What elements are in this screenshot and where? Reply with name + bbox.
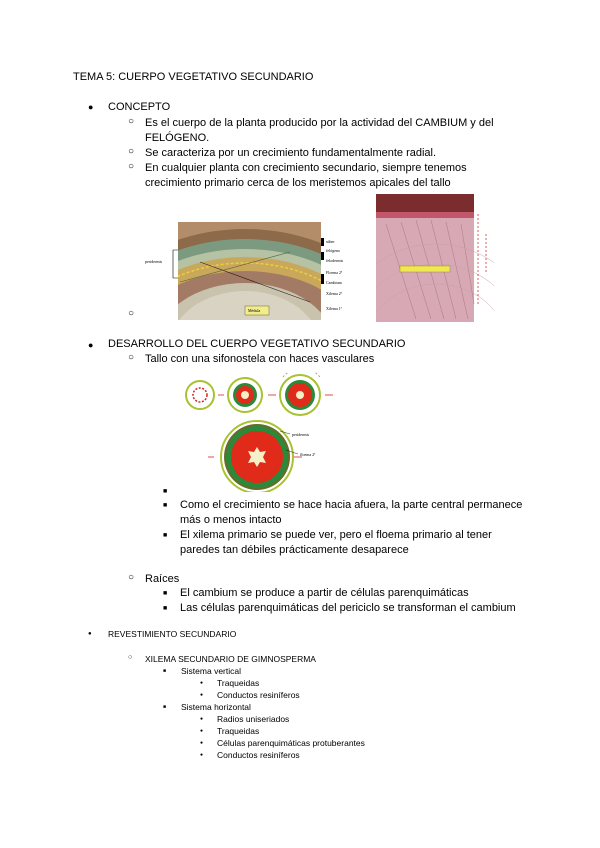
desarrollo-sub-tallo: Tallo con una sifonostela con haces vasculares	[145, 353, 375, 365]
bullet-icon: ●	[200, 728, 204, 734]
concepto-item-3: En cualquier planta con crecimiento secundario, siempre tenemos	[145, 162, 467, 174]
stem-cross-section-figure	[140, 222, 355, 320]
figure-label-suber: súber	[326, 239, 335, 244]
figure-label-felodermis: felodermis	[326, 258, 344, 263]
circle-bullet-icon: ○	[128, 146, 135, 157]
horizontal-item-1: Radios uniseriados	[217, 714, 290, 724]
circle-bullet-icon: ○	[128, 161, 135, 172]
bullet-icon: ●	[200, 752, 204, 758]
figure-label-xilema-1: Xilema 1ª	[326, 306, 342, 311]
bullet-icon: ●	[88, 102, 94, 112]
bullet-icon: ●	[88, 631, 92, 637]
figure-label-peridermis: peridermis	[145, 259, 163, 264]
sistema-horizontal-label: Sistema horizontal	[181, 702, 251, 712]
diagram-label-peridermis: peridermis	[292, 432, 310, 437]
vertical-item-1: Traqueidas	[217, 678, 260, 688]
square-bullet-icon: ■	[163, 668, 167, 674]
square-bullet-icon: ■	[163, 704, 167, 710]
horizontal-item-2: Traqueidas	[217, 726, 260, 736]
concepto-item-1: Es el cuerpo de la planta producido por la actividad del CAMBIUM y del	[145, 117, 494, 129]
desarrollo-point-2: El xilema primario se puede ver, pero el floema primario al tener	[180, 529, 492, 541]
raices-item-2: Las células parenquimáticas del periciclo se transforman el cambium	[180, 602, 516, 614]
figure-label-floema: Floema 2ª	[326, 270, 343, 275]
square-bullet-icon: ■	[163, 502, 168, 509]
bullet-icon: ●	[200, 692, 204, 698]
vertical-item-2: Conductos resiníferos	[217, 690, 300, 700]
figure-label-medula: Médula	[248, 308, 261, 313]
desarrollo-point-1: Como el crecimiento se hace hacia afuera, la parte central permanece	[180, 499, 523, 511]
desarrollo-point-1-cont: más o menos intacto	[180, 514, 282, 526]
page-title: TEMA 5: CUERPO VEGETATIVO SECUNDARIO	[73, 71, 314, 83]
bullet-icon: ●	[200, 740, 204, 746]
figure-label-xilema-2: Xilema 2ª	[326, 291, 342, 296]
concepto-item-3-cont: crecimiento primario cerca de los meristemos apicales del tallo	[145, 177, 451, 189]
circle-bullet-icon: ○	[128, 352, 135, 363]
square-bullet-icon: ■	[163, 532, 168, 539]
sistema-vertical-label: Sistema vertical	[181, 666, 241, 676]
square-bullet-icon: ■	[163, 590, 168, 597]
desarrollo-point-2-cont: paredes tan débiles prácticamente desaparece	[180, 544, 409, 556]
section-heading-revestimiento: REVESTIMIENTO SECUNDARIO	[108, 629, 237, 639]
horizontal-item-4: Conductos resiníferos	[217, 750, 300, 760]
section-heading-concepto: CONCEPTO	[108, 101, 171, 113]
concepto-item-1-cont: FELÓGENO.	[145, 132, 210, 144]
circle-bullet-icon: ○	[128, 654, 133, 661]
wood-section-figure	[376, 194, 494, 322]
desarrollo-sub-raices: Raíces	[145, 573, 180, 585]
revestimiento-sub: XILEMA SECUNDARIO DE GIMNOSPERMA	[145, 654, 316, 664]
bullet-icon: ●	[200, 680, 204, 686]
square-bullet-icon: ■	[163, 488, 168, 495]
figure-label-felogeno: felógeno	[326, 248, 340, 253]
bullet-icon: ●	[88, 340, 94, 350]
bullet-icon: ●	[200, 716, 204, 722]
section-heading-desarrollo: DESARROLLO DEL CUERPO VEGETATIVO SECUNDARIO	[108, 338, 406, 350]
raices-item-1: El cambium se produce a partir de células parenquimáticas	[180, 587, 469, 599]
circle-bullet-icon: ○	[128, 308, 135, 319]
square-bullet-icon: ■	[163, 605, 168, 612]
concepto-item-2: Se caracteriza por un crecimiento fundamentalmente radial.	[145, 147, 437, 159]
circle-bullet-icon: ○	[128, 572, 135, 583]
figure-label-cambium: Cambium	[326, 280, 342, 285]
diagram-label-floema: floema 2ª	[300, 452, 316, 457]
secondary-growth-diagram	[180, 372, 380, 492]
circle-bullet-icon: ○	[128, 116, 135, 127]
horizontal-item-3: Células parenquimáticas protuberantes	[217, 738, 365, 748]
